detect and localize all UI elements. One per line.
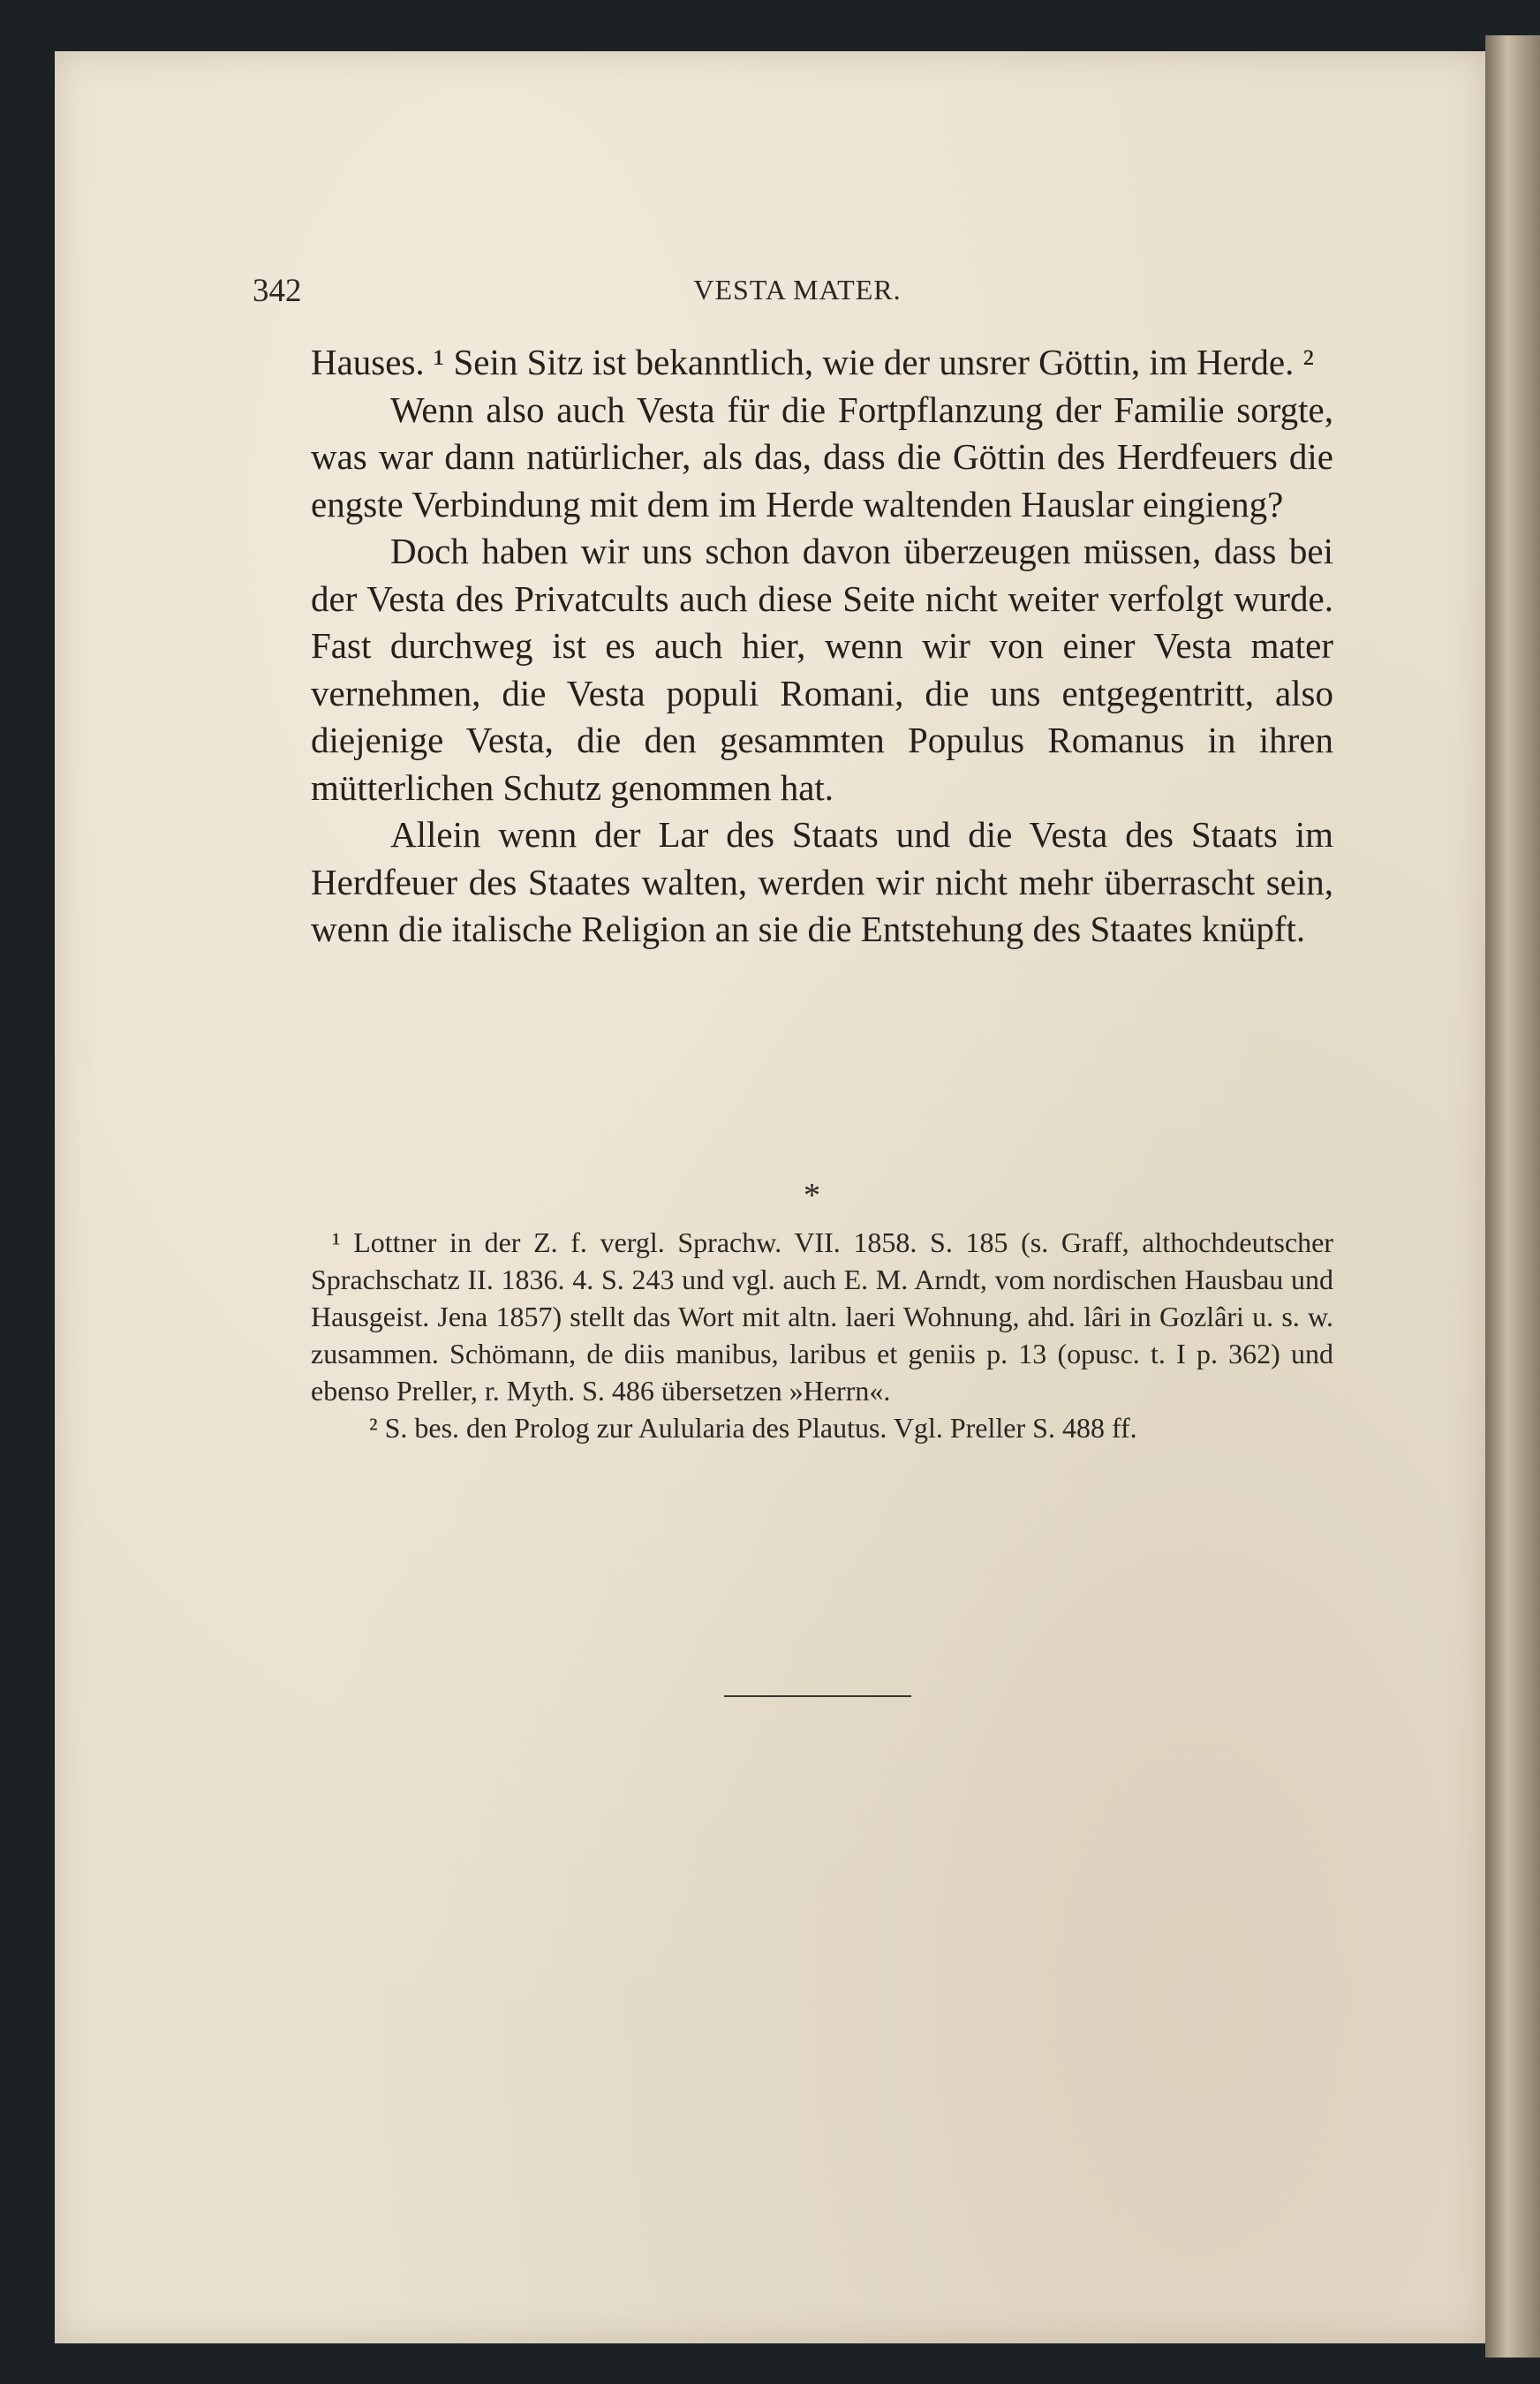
- paragraph-2: Wenn also auch Vesta für die Fortpflanzung der Familie sorgte, was war dann natürlicher, als das, dass die Göttin des Herdfeuers die engste Verbindung mit dem im Herde waltenden Hauslar eingieng?: [311, 389, 1333, 524]
- paragraph-3: Doch haben wir uns schon davon überzeugen müssen, dass bei der Vesta des Privatcults auch diese Seite nicht weiter verfolgt wurde. Fast durchweg ist es auch hier, wenn wir von einer Vesta mater vernehmen, die Vesta populi Romani, die uns entgegentritt, also diejenige Vesta, die den gesammten Populus Romanus in ihren mütterlichen Schutz genommen hat.: [311, 531, 1333, 808]
- footnote-2: ² S. bes. den Prolog zur Aulularia des Plautus. Vgl. Preller S. 488 ff.: [369, 1412, 1137, 1444]
- paragraph-1: Hauses. ¹ Sein Sitz ist bekanntlich, wie der unsrer Göttin, im Herde. ²: [311, 342, 1314, 382]
- main-text: [311, 339, 1333, 954]
- footnote-1: ¹ Lottner in der Z. f. vergl. Sprachw. VII. 1858. S. 185 (s. Graff, althochdeutscher Sprachschatz II. 1836. 4. S. 243 und vgl. auch E. M. Arndt, vom nordischen Hausbau und Hausgeist. Jena 1857) stellt das Wort mit altn. laeri Wohnung, ahd. lâri in Gozlâri u. s. w. zusammen. Schömann, de diis manibus, laribus et geniis p. 13 (opusc. t. I p. 362) und ebenso Preller, r. Myth. S. 486 übersetzen »Herrn«.: [311, 1226, 1333, 1407]
- section-separator: *: [804, 1177, 820, 1214]
- adjacent-page-edge: [1485, 35, 1540, 2358]
- footnotes: [311, 1224, 1333, 1446]
- bottom-rule: [724, 1695, 911, 1697]
- page-header: [253, 263, 1342, 316]
- paragraph-4: Allein wenn der Lar des Staats und die Vesta des Staats im Herdfeuer des Staates walten, werden wir nicht mehr überrascht sein, wenn die italische Religion an sie die Entstehung des Staates knüpft.: [311, 814, 1333, 949]
- page-number: 342: [253, 273, 302, 309]
- running-title: VESTA MATER.: [693, 274, 902, 306]
